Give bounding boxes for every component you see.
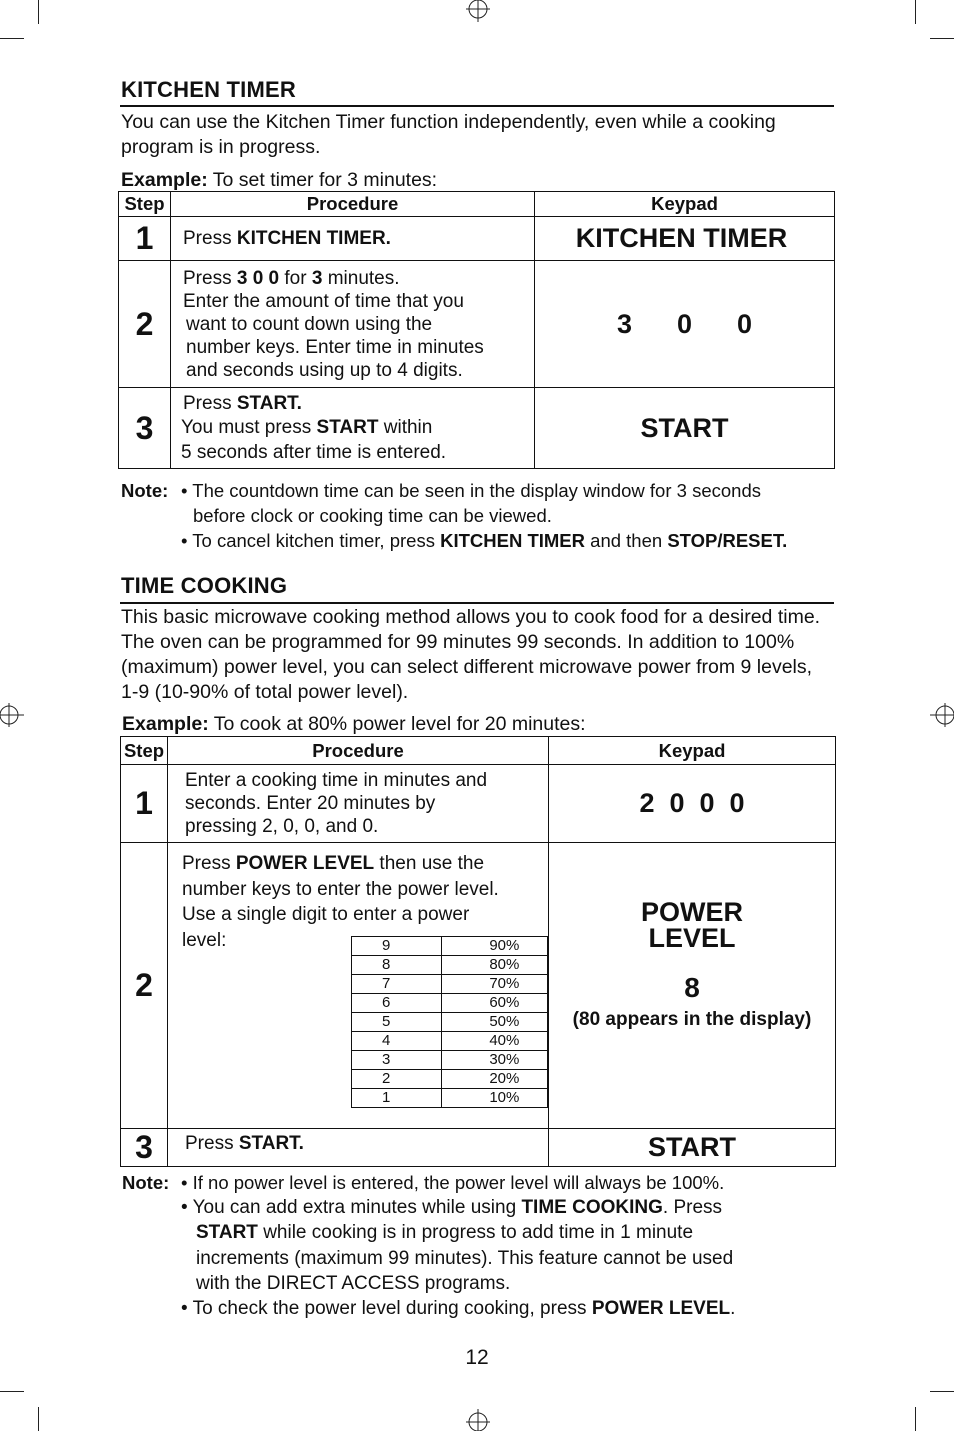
step-procedure: Press START. [168,1129,549,1167]
keypad-power-level [549,843,836,1129]
kitchen-timer-example [121,169,437,192]
table-row [119,261,835,388]
keypad-start: START [535,388,835,469]
step-procedure: Press KITCHEN TIMER. [171,217,535,261]
keypad-kitchen-timer: KITCHEN TIMER [535,217,835,261]
time-cooking-note-1: • If no power level is entered, the power level will always be 100%. [181,1172,725,1193]
header-step: Step [121,737,168,765]
time-cooking-note-2c: increments (maximum 99 minutes). This feature cannot be used [196,1248,734,1269]
table-header-row [119,192,835,217]
table-row [121,843,836,1129]
kitchen-timer-title: KITCHEN TIMER [121,77,296,102]
power-level-percent: 80% [441,956,547,975]
section-rule [120,602,834,604]
power-level-row [352,1013,548,1032]
power-level-key: 2 [352,1070,442,1089]
power-level-row [352,1032,548,1051]
time-cooking-table [120,736,836,1167]
power-level-row [352,994,548,1013]
kitchen-timer-note-1: • The countdown time can be seen in the display window for 3 seconds [181,480,761,501]
power-level-percent: 40% [441,1032,547,1051]
example-text: To set timer for 3 minutes: [207,169,438,191]
header-procedure: Procedure [168,737,549,765]
table-row [121,1129,836,1167]
time-cooking-note-label: Note: [122,1172,170,1193]
step-procedure: Enter a cooking time in minutes and seconds. Enter 20 minutes by pressing 2, 0, 0, and 0. [168,765,549,843]
power-level-percent: 90% [441,937,547,956]
power-level-percent: 60% [441,994,547,1013]
power-level-row [352,937,548,956]
power-level-key: 3 [352,1051,442,1070]
keypad-start: START [549,1129,836,1167]
crop-mark [915,0,916,24]
power-level-key: 1 [352,1089,442,1108]
time-cooking-note-3: • To check the power level during cooking, press POWER LEVEL. [181,1298,736,1319]
power-level-percent: 50% [441,1013,547,1032]
crop-mark [0,38,24,39]
table-row [119,217,835,261]
kitchen-timer-note-1b: before clock or cooking time can be viewed. [193,505,552,526]
time-cooking-note-2d: with the DIRECT ACCESS programs. [196,1273,511,1294]
crop-mark [915,1407,916,1431]
crop-mark [38,0,39,24]
power-level-row [352,975,548,994]
power-level-percent: 10% [441,1089,547,1108]
keypad-digit: 8 [684,972,700,1003]
step-number: 1 [121,765,168,843]
power-level-key: 5 [352,1013,442,1032]
table-row [119,388,835,469]
keypad-level: LEVEL [648,923,736,953]
power-level-row [352,1070,548,1089]
crop-mark [38,1407,39,1431]
kitchen-timer-note-2: • To cancel kitchen timer, press KITCHEN TIMER and then STOP/RESET. [181,530,788,551]
section-rule [120,105,834,107]
step-number: 2 [119,261,171,388]
power-level-percent: 30% [441,1051,547,1070]
power-level-row [352,1089,548,1108]
step-number: 2 [121,843,168,1129]
table-row [121,765,836,843]
power-level-key: 8 [352,956,442,975]
step-number: 1 [119,217,171,261]
example-label: Example: [122,713,209,735]
power-level-percent: 70% [441,975,547,994]
crop-mark [930,38,954,39]
kitchen-timer-intro: You can use the Kitchen Timer function independently, even while a cooking program is in progress. [121,111,776,158]
keypad-display-note: (80 appears in the display) [572,1009,812,1030]
registration-mark-right [928,700,954,730]
header-step: Step [119,192,171,217]
keypad-digits: 2 0 0 0 [549,765,836,843]
keypad-digits: 3 0 0 [535,261,835,388]
step-procedure: Press 3 0 0 for 3 minutes. Enter the amount of time that you want to count down using the number keys. Enter time in minutes and seconds using up to 4 digits. [171,261,535,388]
time-cooking-intro: This basic microwave cooking method allows you to cook food for a desired time. The oven can be programmed for 99 minutes 99 seconds. In addition to 100% (maximum) power level, you can select different microwave power from 9 levels, 1-9 (10-90% of total power level). [121,606,821,703]
step-number: 3 [121,1129,168,1167]
example-label: Example: [121,169,208,191]
kitchen-timer-note-label: Note: [121,480,169,501]
power-level-key: 7 [352,975,442,994]
time-cooking-example [122,713,586,736]
registration-mark-bottom [463,1407,493,1431]
time-cooking-note-2b: START while cooking is in progress to add time in 1 minute [196,1222,694,1243]
power-level-key: 6 [352,994,442,1013]
power-level-table [351,936,548,1108]
registration-mark-left [0,700,26,730]
power-level-key: 9 [352,937,442,956]
time-cooking-title: TIME COOKING [121,573,288,598]
kitchen-timer-table [118,191,835,469]
power-level-row [352,1051,548,1070]
time-cooking-note-2: • You can add extra minutes while using TIME COOKING. Press [181,1197,723,1218]
example-text: To cook at 80% power level for 20 minutes: [208,713,586,735]
power-level-key: 4 [352,1032,442,1051]
power-level-percent: 20% [441,1070,547,1089]
header-keypad: Keypad [549,737,836,765]
header-keypad: Keypad [535,192,835,217]
registration-mark-top [463,0,493,24]
header-procedure: Procedure [171,192,535,217]
step-procedure: Press START. You must press START within 5 seconds after time is entered. [171,388,535,469]
step-number: 3 [119,388,171,469]
crop-mark [0,1391,24,1392]
keypad-power: POWER [640,897,743,927]
page-number: 12 [465,1346,489,1369]
table-header-row [121,737,836,765]
power-level-row [352,956,548,975]
crop-mark [930,1391,954,1392]
step-procedure: Press POWER LEVEL then use the number keys to enter the power level. Use a single digit to enter a power level: 9 90% 8 80% 7 70% 6 60% 5 50% 4 40% 3 30% 2 20% 1 10% [168,843,549,1129]
